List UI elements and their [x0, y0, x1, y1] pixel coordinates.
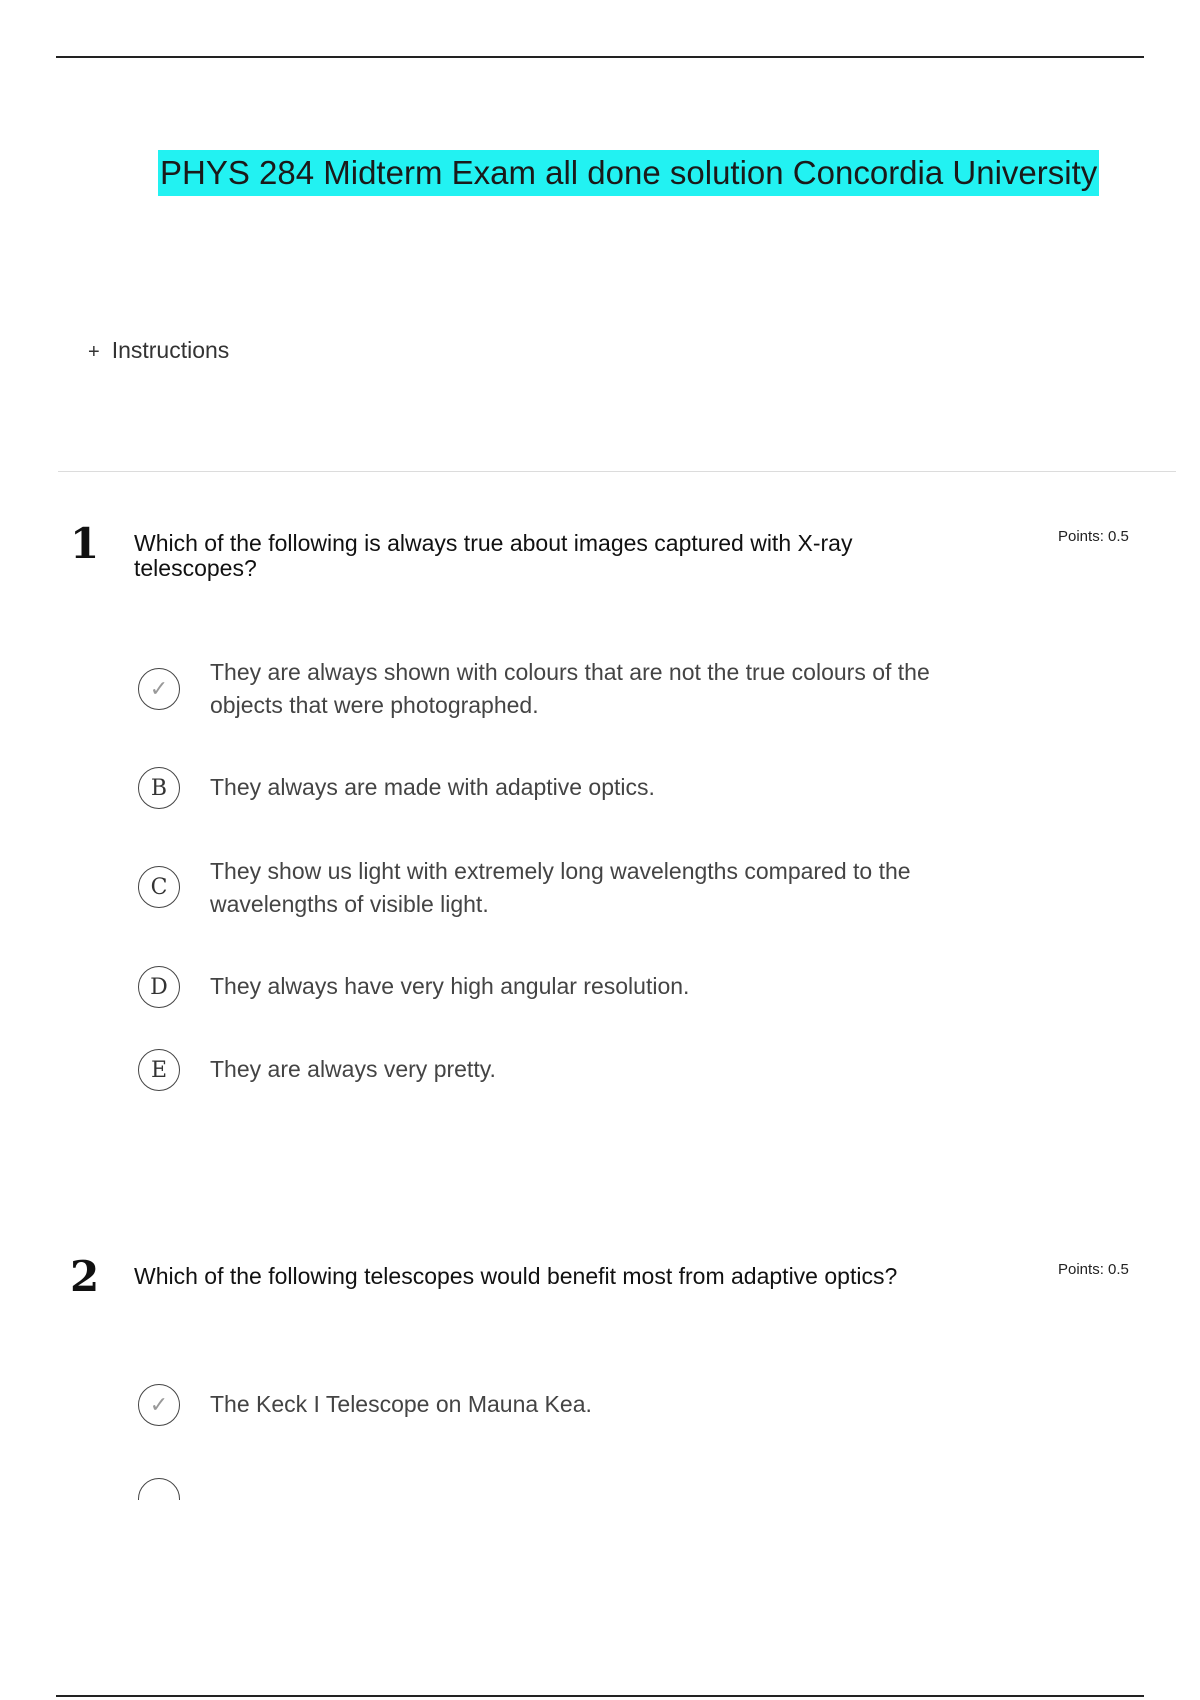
title-wrap	[158, 150, 1099, 196]
instructions-toggle[interactable]	[88, 337, 229, 364]
option-marker	[138, 1478, 180, 1500]
answer-option-partial[interactable]	[138, 1478, 182, 1500]
option-marker: C	[138, 866, 180, 908]
answer-text: They always are made with adaptive optics.	[210, 774, 655, 800]
question-points: Points: 0.5	[1058, 1261, 1129, 1278]
checkmark-icon: ✓	[138, 1384, 180, 1426]
answer-text: They show us light with extremely long wavelengths compared to the wavelengths of visible light.	[210, 858, 911, 917]
option-marker: D	[138, 966, 180, 1008]
answer-option-b[interactable]	[138, 767, 1038, 817]
question-text: Which of the following is always true about images captured with X-ray telescopes?	[134, 530, 853, 581]
option-marker: E	[138, 1049, 180, 1091]
question-text: Which of the following telescopes would benefit most from adaptive optics?	[134, 1263, 898, 1289]
instructions-label: Instructions	[111, 337, 230, 363]
answer-option-c[interactable]	[138, 858, 1038, 917]
answer-text: They always have very high angular resolution.	[210, 973, 690, 999]
checkmark-icon: ✓	[138, 668, 180, 710]
question-number: 2	[70, 1252, 100, 1301]
answer-text: The Keck I Telescope on Mauna Kea.	[210, 1391, 592, 1417]
question-number: 1	[70, 519, 100, 568]
bottom-rule	[56, 1695, 1144, 1697]
answer-text: They are always shown with colours that are not the true colours of the objects that were photographed.	[210, 659, 930, 718]
top-rule	[56, 56, 1144, 58]
answer-option-d[interactable]	[138, 966, 1038, 1016]
option-marker: B	[138, 767, 180, 809]
plus-icon: +	[88, 341, 100, 363]
answer-option-a[interactable]	[138, 1384, 1038, 1434]
answer-option-a[interactable]	[138, 659, 1038, 718]
document-title: PHYS 284 Midterm Exam all done solution Concordia University	[158, 150, 1099, 196]
section-divider	[58, 471, 1176, 472]
answer-option-e[interactable]	[138, 1049, 1038, 1099]
question-points: Points: 0.5	[1058, 528, 1129, 545]
answer-text: They are always very pretty.	[210, 1056, 496, 1082]
